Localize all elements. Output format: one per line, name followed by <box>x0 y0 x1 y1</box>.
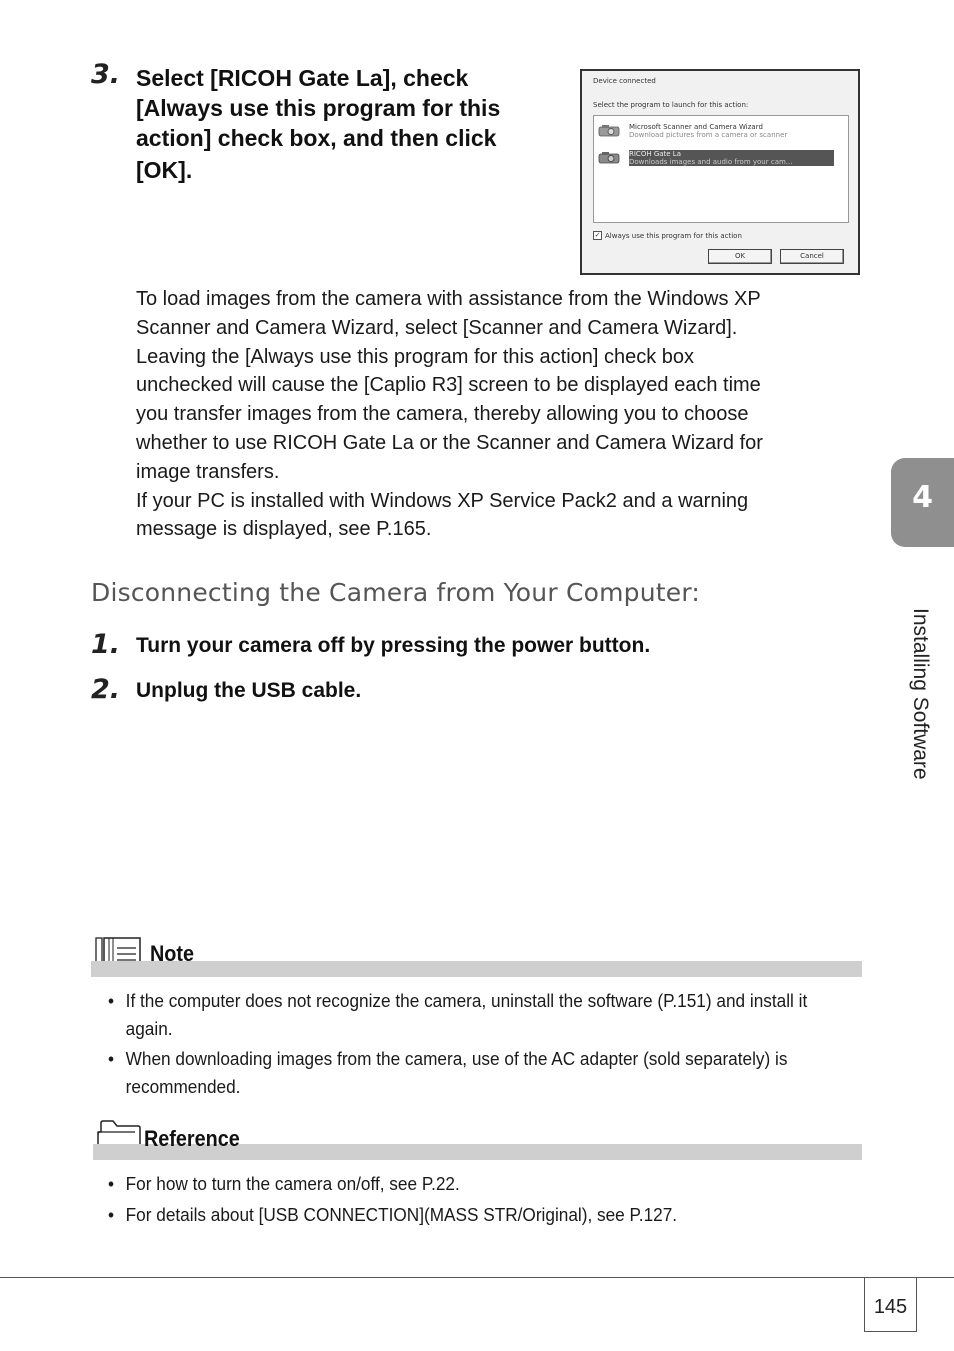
chapter-tab <box>891 458 954 547</box>
paragraph-line: image transfers. <box>136 460 280 483</box>
chapter-number: 4 <box>912 480 933 515</box>
note-header-bar <box>91 961 862 977</box>
step-instruction: Unplug the USB cable. <box>136 679 362 702</box>
camera-icon <box>598 151 622 165</box>
step-line: action] check box, and then click <box>136 125 497 151</box>
section-title: Disconnecting the Camera from Your Computer: <box>91 578 701 607</box>
note-title: Note <box>150 941 195 966</box>
program-desc: Download pictures from a camera or scanner <box>629 131 788 139</box>
list-item-line: again. <box>125 1018 173 1039</box>
list-item <box>108 1045 874 1101</box>
camera-icon <box>598 124 622 138</box>
step-line: Select [RICOH Gate La], check <box>136 65 469 91</box>
reference-title: Reference <box>144 1126 240 1151</box>
reference-list <box>108 1170 860 1229</box>
checkbox-check-icon[interactable]: ✓ <box>594 231 601 239</box>
program-item-scanner-wizard[interactable] <box>598 122 842 142</box>
program-name: RICOH Gate La <box>629 150 681 158</box>
always-use-checkbox[interactable] <box>593 231 742 240</box>
step-number: 2. <box>91 674 121 705</box>
checkbox-label: Always use this program for this action <box>605 231 742 240</box>
cancel-button[interactable]: Cancel <box>780 249 844 264</box>
step-instruction <box>136 63 556 185</box>
device-connected-dialog <box>580 69 860 275</box>
program-name: Microsoft Scanner and Camera Wizard <box>629 123 763 131</box>
list-item-line: • When downloading images from the camera, use of the AC adapter (sold separately) is <box>125 1048 788 1069</box>
footer-rule <box>0 1277 954 1278</box>
note-list <box>108 987 860 1101</box>
chapter-label: Installing Software <box>909 608 932 780</box>
dialog-title: Device connected <box>593 77 656 85</box>
paragraph-line: If your PC is installed with Windows XP Service Pack2 and a warning <box>136 489 749 512</box>
step-number: 1. <box>91 629 121 660</box>
step-number: 3. <box>91 59 121 90</box>
paragraph-line: Leaving the [Always use this program for this action] check box <box>136 345 695 368</box>
list-item-line: recommended. <box>125 1076 241 1097</box>
program-item-ricoh-gate[interactable] <box>598 149 842 169</box>
program-desc: Downloads images and audio from your cam... <box>629 158 793 166</box>
paragraph-line: unchecked will cause the [Caplio R3] screen to be displayed each time <box>136 374 761 397</box>
list-item <box>108 987 874 1043</box>
explanation-paragraph <box>136 285 852 544</box>
paragraph-line: whether to use RICOH Gate La or the Scanner and Camera Wizard for <box>136 431 763 454</box>
step-line: [Always use this program for this <box>136 95 501 121</box>
paragraph-line: Scanner and Camera Wizard, select [Scanner and Camera Wizard]. <box>136 316 738 339</box>
ok-button[interactable]: OK <box>708 249 772 264</box>
paragraph-line: message is displayed, see P.165. <box>136 518 432 541</box>
paragraph-line: To load images from the camera with assistance from the Windows XP <box>136 288 761 310</box>
program-list[interactable] <box>593 115 849 223</box>
step-line: [OK]. <box>136 157 193 183</box>
step-instruction: Turn your camera off by pressing the power button. <box>136 634 651 657</box>
list-item: • For how to turn the camera on/off, see P.22. <box>108 1170 874 1198</box>
dialog-prompt: Select the program to launch for this action: <box>593 101 749 109</box>
list-item: • For details about [USB CONNECTION](MASS STR/Original), see P.127. <box>108 1201 874 1229</box>
list-item-line: • If the computer does not recognize the camera, uninstall the software (P.151) and install it <box>125 990 808 1011</box>
page-number: 145 <box>864 1278 917 1332</box>
paragraph-line: you transfer images from the camera, thereby allowing you to choose <box>136 403 749 426</box>
